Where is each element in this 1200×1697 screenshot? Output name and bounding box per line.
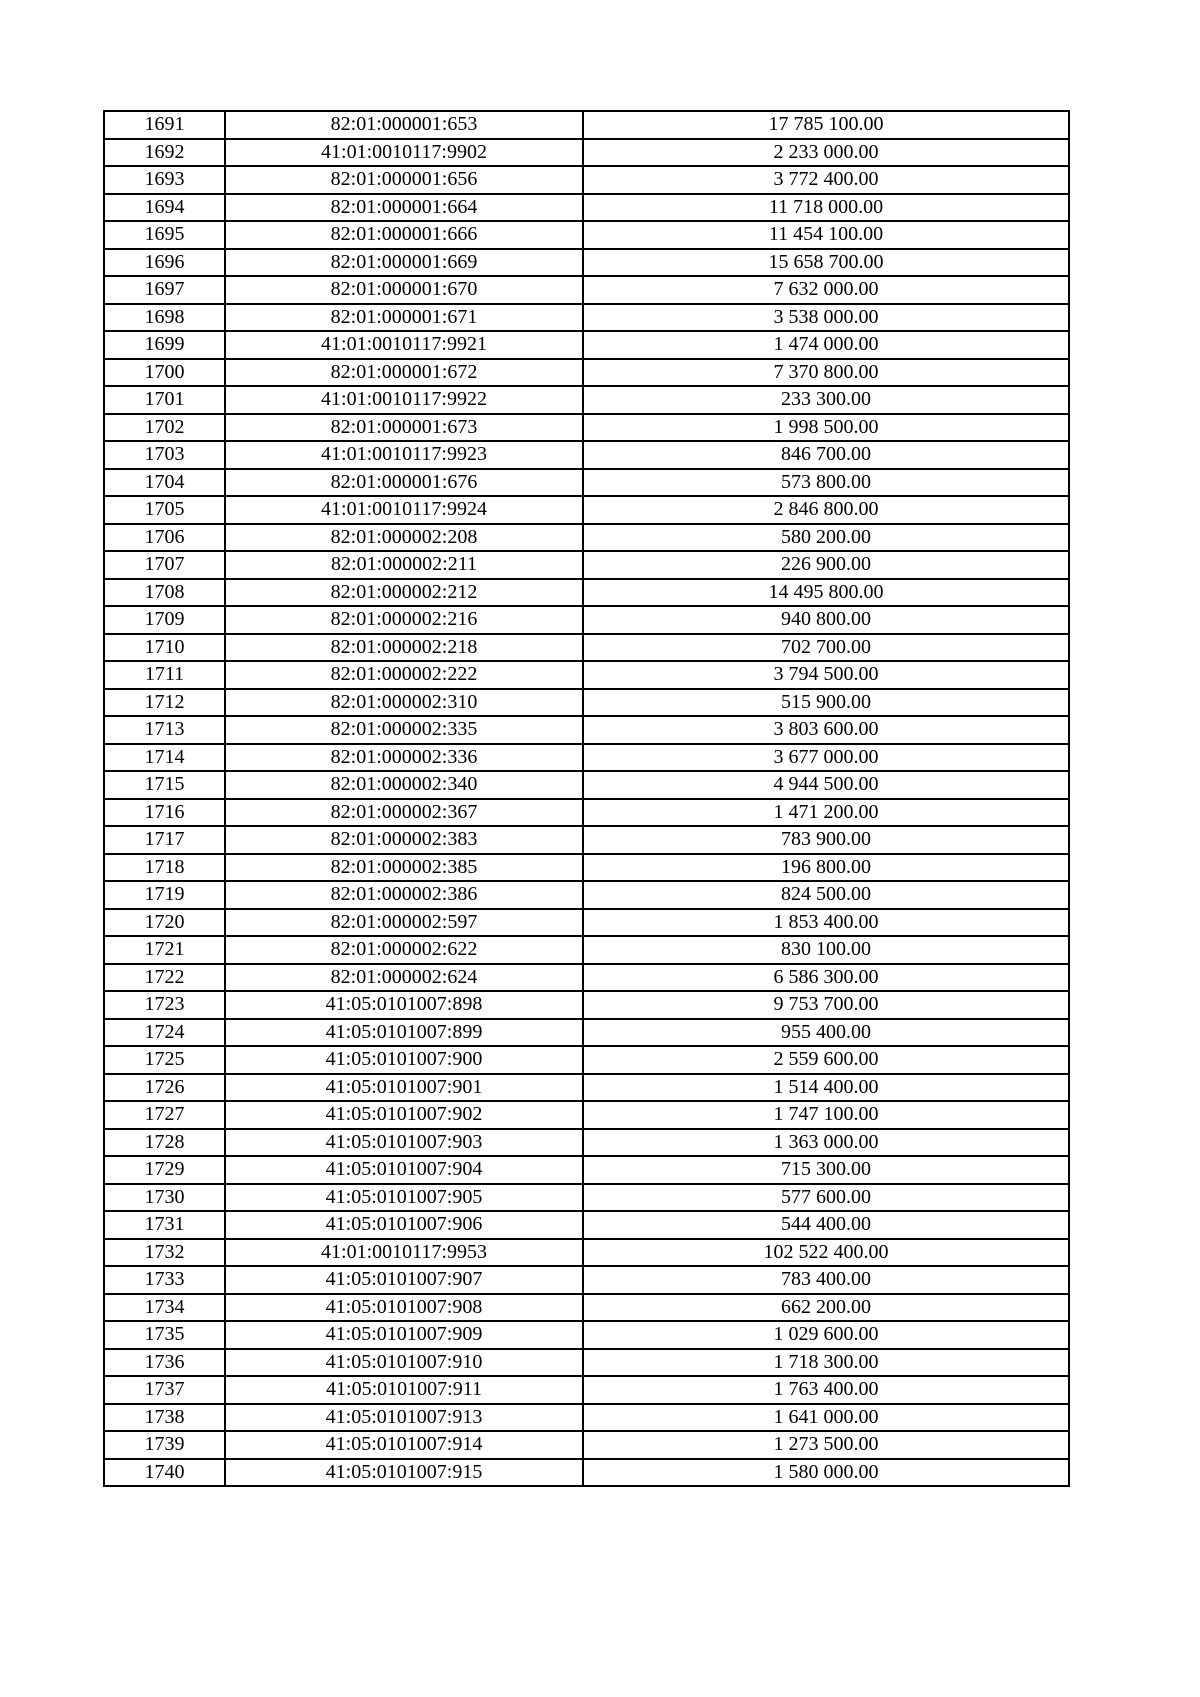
cadastral-value-cell: 573 800.00: [583, 469, 1069, 497]
table-row: [104, 826, 1069, 854]
row-number-cell: 1705: [104, 496, 225, 524]
cadastral-value-cell: 1 514 400.00: [583, 1074, 1069, 1102]
row-number-cell: 1696: [104, 249, 225, 277]
table-row: [104, 1404, 1069, 1432]
cadastral-value-cell: 3 677 000.00: [583, 744, 1069, 772]
table-row: [104, 689, 1069, 717]
cadastral-value-cell: 662 200.00: [583, 1294, 1069, 1322]
table-row: [104, 166, 1069, 194]
table-row: [104, 276, 1069, 304]
row-number-cell: 1712: [104, 689, 225, 717]
row-number-cell: 1723: [104, 991, 225, 1019]
cadastral-number-cell: 82:01:000001:676: [225, 469, 583, 497]
row-number-cell: 1713: [104, 716, 225, 744]
row-number-cell: 1698: [104, 304, 225, 332]
cadastral-value-cell: 1 029 600.00: [583, 1321, 1069, 1349]
table-row: [104, 634, 1069, 662]
row-number-cell: 1738: [104, 1404, 225, 1432]
table-row: [104, 854, 1069, 882]
row-number-cell: 1693: [104, 166, 225, 194]
row-number-cell: 1733: [104, 1266, 225, 1294]
cadastral-value-cell: 1 474 000.00: [583, 331, 1069, 359]
cadastral-number-cell: 82:01:000002:385: [225, 854, 583, 882]
cadastral-value-cell: 1 580 000.00: [583, 1459, 1069, 1487]
cadastral-number-cell: 82:01:000001:656: [225, 166, 583, 194]
table-row: [104, 1101, 1069, 1129]
table-row: [104, 1376, 1069, 1404]
row-number-cell: 1706: [104, 524, 225, 552]
row-number-cell: 1721: [104, 936, 225, 964]
row-number-cell: 1703: [104, 441, 225, 469]
cadastral-value-cell: 1 853 400.00: [583, 909, 1069, 937]
cadastral-value-cell: 226 900.00: [583, 551, 1069, 579]
row-number-cell: 1704: [104, 469, 225, 497]
row-number-cell: 1692: [104, 139, 225, 167]
cadastral-number-cell: 41:05:0101007:906: [225, 1211, 583, 1239]
cadastral-number-cell: 41:05:0101007:910: [225, 1349, 583, 1377]
cadastral-value-cell: 2 233 000.00: [583, 139, 1069, 167]
row-number-cell: 1725: [104, 1046, 225, 1074]
row-number-cell: 1722: [104, 964, 225, 992]
table-row: [104, 1266, 1069, 1294]
row-number-cell: 1702: [104, 414, 225, 442]
row-number-cell: 1729: [104, 1156, 225, 1184]
table-row: [104, 1129, 1069, 1157]
cadastral-number-cell: 82:01:000001:671: [225, 304, 583, 332]
cadastral-number-cell: 41:05:0101007:911: [225, 1376, 583, 1404]
cadastral-value-cell: 1 763 400.00: [583, 1376, 1069, 1404]
cadastral-number-cell: 82:01:000002:340: [225, 771, 583, 799]
table-row: [104, 139, 1069, 167]
row-number-cell: 1740: [104, 1459, 225, 1487]
cadastral-value-cell: 1 641 000.00: [583, 1404, 1069, 1432]
row-number-cell: 1732: [104, 1239, 225, 1267]
cadastral-number-cell: 82:01:000001:670: [225, 276, 583, 304]
cadastral-number-cell: 82:01:000001:672: [225, 359, 583, 387]
table-row: [104, 1321, 1069, 1349]
row-number-cell: 1694: [104, 194, 225, 222]
cadastral-value-cell: 824 500.00: [583, 881, 1069, 909]
row-number-cell: 1724: [104, 1019, 225, 1047]
row-number-cell: 1701: [104, 386, 225, 414]
cadastral-number-cell: 41:01:0010117:9923: [225, 441, 583, 469]
cadastral-number-cell: 41:05:0101007:902: [225, 1101, 583, 1129]
row-number-cell: 1699: [104, 331, 225, 359]
cadastral-value-cell: 577 600.00: [583, 1184, 1069, 1212]
cadastral-value-cell: 1 747 100.00: [583, 1101, 1069, 1129]
cadastral-number-cell: 82:01:000002:310: [225, 689, 583, 717]
table-row: [104, 1046, 1069, 1074]
table-row: [104, 909, 1069, 937]
cadastral-value-cell: 3 538 000.00: [583, 304, 1069, 332]
cadastral-number-cell: 41:01:0010117:9924: [225, 496, 583, 524]
cadastral-value-cell: 9 753 700.00: [583, 991, 1069, 1019]
table-row: [104, 1459, 1069, 1487]
cadastral-value-cell: 830 100.00: [583, 936, 1069, 964]
table-row: [104, 414, 1069, 442]
row-number-cell: 1715: [104, 771, 225, 799]
table-row: [104, 304, 1069, 332]
cadastral-value-cell: 3 794 500.00: [583, 661, 1069, 689]
table-row: [104, 496, 1069, 524]
row-number-cell: 1735: [104, 1321, 225, 1349]
cadastral-number-cell: 41:05:0101007:914: [225, 1431, 583, 1459]
row-number-cell: 1708: [104, 579, 225, 607]
cadastral-number-cell: 41:05:0101007:913: [225, 1404, 583, 1432]
cadastral-value-cell: 14 495 800.00: [583, 579, 1069, 607]
row-number-cell: 1707: [104, 551, 225, 579]
cadastral-number-cell: 82:01:000002:336: [225, 744, 583, 772]
cadastral-number-cell: 41:01:0010117:9922: [225, 386, 583, 414]
cadastral-number-cell: 41:05:0101007:904: [225, 1156, 583, 1184]
table-row: [104, 221, 1069, 249]
cadastral-value-cell: 4 944 500.00: [583, 771, 1069, 799]
row-number-cell: 1727: [104, 1101, 225, 1129]
cadastral-value-cell: 2 846 800.00: [583, 496, 1069, 524]
row-number-cell: 1700: [104, 359, 225, 387]
cadastral-value-cell: 783 900.00: [583, 826, 1069, 854]
row-number-cell: 1695: [104, 221, 225, 249]
cadastral-value-cell: 7 370 800.00: [583, 359, 1069, 387]
table-row: [104, 194, 1069, 222]
cadastral-value-cell: 1 998 500.00: [583, 414, 1069, 442]
row-number-cell: 1728: [104, 1129, 225, 1157]
row-number-cell: 1730: [104, 1184, 225, 1212]
cadastral-value-cell: 233 300.00: [583, 386, 1069, 414]
table-row: [104, 606, 1069, 634]
row-number-cell: 1697: [104, 276, 225, 304]
row-number-cell: 1731: [104, 1211, 225, 1239]
table-row: [104, 386, 1069, 414]
cadastral-value-table: [103, 110, 1070, 1487]
table-row: [104, 249, 1069, 277]
cadastral-number-cell: 41:05:0101007:907: [225, 1266, 583, 1294]
table-row: [104, 716, 1069, 744]
row-number-cell: 1719: [104, 881, 225, 909]
table-row: [104, 331, 1069, 359]
cadastral-value-cell: 580 200.00: [583, 524, 1069, 552]
table-row: [104, 744, 1069, 772]
row-number-cell: 1734: [104, 1294, 225, 1322]
table-row: [104, 771, 1069, 799]
cadastral-value-cell: 955 400.00: [583, 1019, 1069, 1047]
table-row: [104, 964, 1069, 992]
table-row: [104, 111, 1069, 139]
cadastral-number-cell: 82:01:000002:622: [225, 936, 583, 964]
table-row: [104, 551, 1069, 579]
cadastral-value-cell: 544 400.00: [583, 1211, 1069, 1239]
cadastral-value-cell: 1 471 200.00: [583, 799, 1069, 827]
cadastral-value-cell: 3 803 600.00: [583, 716, 1069, 744]
cadastral-value-cell: 715 300.00: [583, 1156, 1069, 1184]
table-row: [104, 1211, 1069, 1239]
cadastral-number-cell: 82:01:000001:664: [225, 194, 583, 222]
cadastral-number-cell: 41:05:0101007:901: [225, 1074, 583, 1102]
cadastral-number-cell: 82:01:000001:673: [225, 414, 583, 442]
cadastral-value-cell: 196 800.00: [583, 854, 1069, 882]
cadastral-number-cell: 82:01:000002:386: [225, 881, 583, 909]
cadastral-value-cell: 515 900.00: [583, 689, 1069, 717]
row-number-cell: 1736: [104, 1349, 225, 1377]
cadastral-value-cell: 6 586 300.00: [583, 964, 1069, 992]
cadastral-number-cell: 41:05:0101007:905: [225, 1184, 583, 1212]
cadastral-number-cell: 41:05:0101007:908: [225, 1294, 583, 1322]
cadastral-value-cell: 1 718 300.00: [583, 1349, 1069, 1377]
cadastral-value-cell: 940 800.00: [583, 606, 1069, 634]
cadastral-number-cell: 41:05:0101007:898: [225, 991, 583, 1019]
table-row: [104, 1294, 1069, 1322]
cadastral-value-cell: 15 658 700.00: [583, 249, 1069, 277]
cadastral-number-cell: 82:01:000002:367: [225, 799, 583, 827]
cadastral-number-cell: 82:01:000002:218: [225, 634, 583, 662]
row-number-cell: 1716: [104, 799, 225, 827]
cadastral-value-cell: 1 363 000.00: [583, 1129, 1069, 1157]
table-row: [104, 1431, 1069, 1459]
table-body: [104, 111, 1069, 1486]
cadastral-number-cell: 41:05:0101007:899: [225, 1019, 583, 1047]
row-number-cell: 1737: [104, 1376, 225, 1404]
table-row: [104, 1349, 1069, 1377]
table-row: [104, 469, 1069, 497]
table-row: [104, 1156, 1069, 1184]
table-row: [104, 441, 1069, 469]
cadastral-number-cell: 82:01:000002:383: [225, 826, 583, 854]
table-row: [104, 1239, 1069, 1267]
table-row: [104, 661, 1069, 689]
table-row: [104, 579, 1069, 607]
cadastral-number-cell: 82:01:000002:335: [225, 716, 583, 744]
cadastral-number-cell: 41:05:0101007:909: [225, 1321, 583, 1349]
table-row: [104, 1074, 1069, 1102]
cadastral-value-cell: 783 400.00: [583, 1266, 1069, 1294]
row-number-cell: 1718: [104, 854, 225, 882]
cadastral-number-cell: 82:01:000002:597: [225, 909, 583, 937]
row-number-cell: 1714: [104, 744, 225, 772]
row-number-cell: 1691: [104, 111, 225, 139]
table-row: [104, 936, 1069, 964]
cadastral-number-cell: 82:01:000002:211: [225, 551, 583, 579]
cadastral-value-cell: 17 785 100.00: [583, 111, 1069, 139]
cadastral-number-cell: 41:01:0010117:9921: [225, 331, 583, 359]
cadastral-number-cell: 41:05:0101007:915: [225, 1459, 583, 1487]
cadastral-number-cell: 82:01:000001:653: [225, 111, 583, 139]
cadastral-value-cell: 2 559 600.00: [583, 1046, 1069, 1074]
table-row: [104, 1184, 1069, 1212]
cadastral-number-cell: 82:01:000001:669: [225, 249, 583, 277]
cadastral-number-cell: 82:01:000002:216: [225, 606, 583, 634]
table-row: [104, 1019, 1069, 1047]
row-number-cell: 1739: [104, 1431, 225, 1459]
cadastral-number-cell: 82:01:000002:212: [225, 579, 583, 607]
cadastral-number-cell: 82:01:000001:666: [225, 221, 583, 249]
cadastral-number-cell: 41:01:0010117:9902: [225, 139, 583, 167]
row-number-cell: 1711: [104, 661, 225, 689]
table-row: [104, 799, 1069, 827]
cadastral-value-cell: 102 522 400.00: [583, 1239, 1069, 1267]
row-number-cell: 1720: [104, 909, 225, 937]
row-number-cell: 1709: [104, 606, 225, 634]
cadastral-number-cell: 82:01:000002:208: [225, 524, 583, 552]
cadastral-number-cell: 41:01:0010117:9953: [225, 1239, 583, 1267]
cadastral-number-cell: 82:01:000002:222: [225, 661, 583, 689]
cadastral-value-cell: 3 772 400.00: [583, 166, 1069, 194]
table-row: [104, 524, 1069, 552]
cadastral-value-cell: 846 700.00: [583, 441, 1069, 469]
cadastral-value-cell: 7 632 000.00: [583, 276, 1069, 304]
row-number-cell: 1710: [104, 634, 225, 662]
table-row: [104, 991, 1069, 1019]
row-number-cell: 1726: [104, 1074, 225, 1102]
cadastral-value-cell: 11 454 100.00: [583, 221, 1069, 249]
cadastral-number-cell: 82:01:000002:624: [225, 964, 583, 992]
cadastral-number-cell: 41:05:0101007:900: [225, 1046, 583, 1074]
table-row: [104, 359, 1069, 387]
cadastral-value-cell: 11 718 000.00: [583, 194, 1069, 222]
cadastral-number-cell: 41:05:0101007:903: [225, 1129, 583, 1157]
row-number-cell: 1717: [104, 826, 225, 854]
cadastral-value-cell: 1 273 500.00: [583, 1431, 1069, 1459]
table-row: [104, 881, 1069, 909]
cadastral-value-cell: 702 700.00: [583, 634, 1069, 662]
